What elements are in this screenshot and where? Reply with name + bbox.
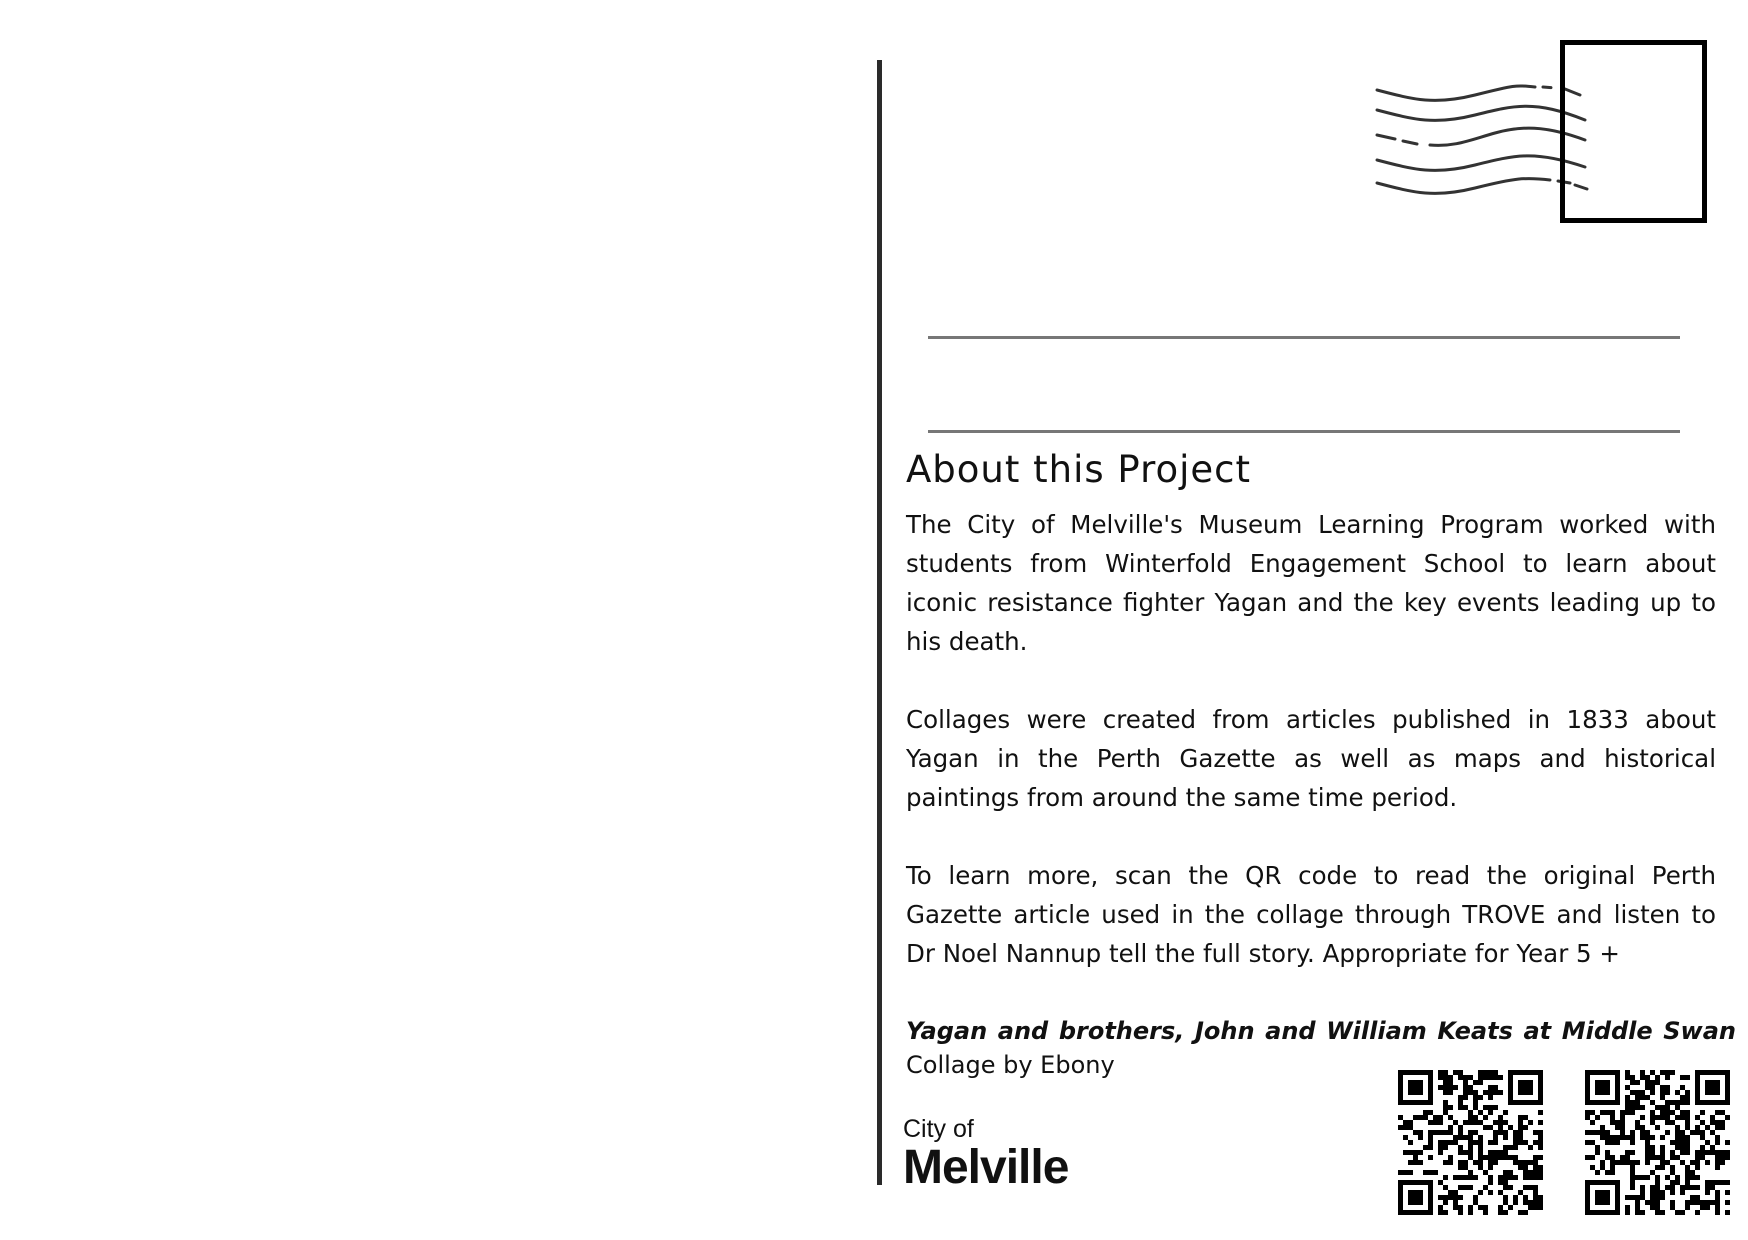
section-heading: About this Project (906, 448, 1252, 491)
stamp-box (1560, 40, 1707, 223)
project-description (906, 505, 1716, 1012)
qr-code-icon[interactable] (1398, 1070, 1543, 1215)
city-logo (903, 1117, 1068, 1192)
logo-text-small: City of (903, 1115, 974, 1143)
paragraph: To learn more, scan the QR code to read the original Perth Gazette article used in the collage through TROVE and listen to Dr Noel Nannup tell the full story. Appropriate for Year 5 + (906, 861, 1716, 968)
postcard-divider (877, 60, 882, 1185)
qr-code-icon[interactable] (1585, 1070, 1730, 1215)
address-line (928, 336, 1680, 339)
paragraph: Collages were created from articles published in 1833 about Yagan in the Perth Gazette as well as maps and historical paintings from around the same time period. (906, 705, 1716, 812)
artwork-title: Yagan and brothers, John and William Keats at Middle Swan (906, 1017, 1736, 1045)
artwork-credit: Collage by Ebony (906, 1051, 1115, 1079)
logo-text-big: Melville (903, 1141, 1069, 1194)
paragraph: The City of Melville's Museum Learning Program worked with students from Winterfold Engagement School to learn about iconic resistance fighter Yagan and the key events leading up to his death. (906, 510, 1716, 656)
address-line (928, 430, 1680, 433)
